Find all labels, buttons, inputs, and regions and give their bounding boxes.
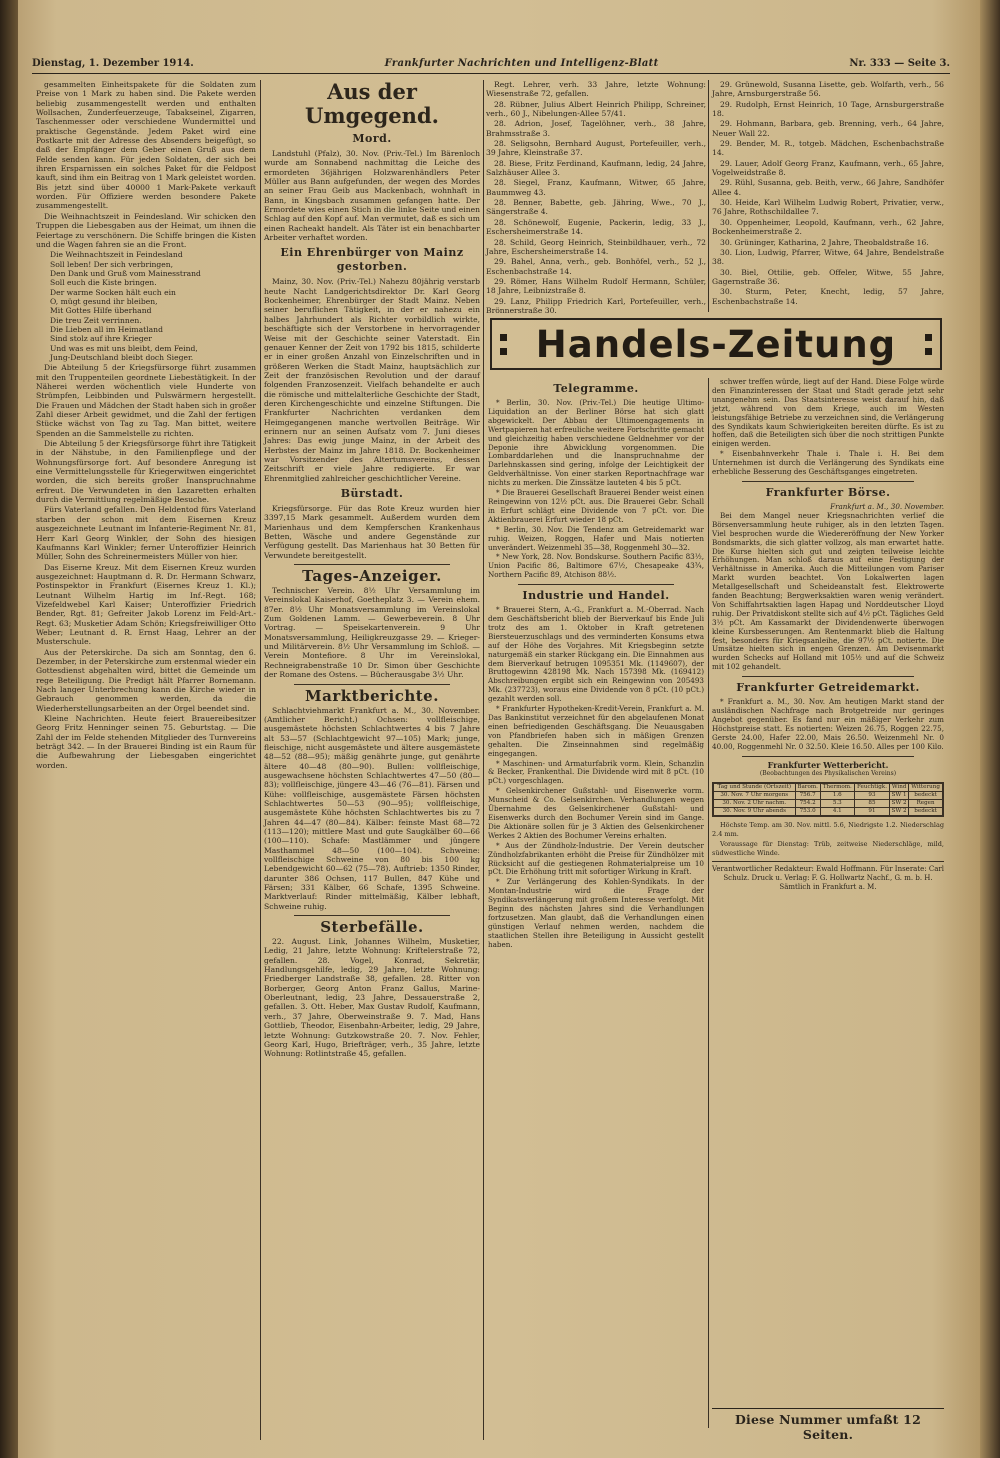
banner-ornament (925, 348, 932, 355)
section-title-umgegend: Aus der Umgegend. (305, 79, 439, 128)
weather-forecast: Voraussage für Dienstag: Trüb, zeitweise Niederschläge, mild, südwestliche Winde. (712, 840, 944, 858)
weather-cell: 30. Nov. 7 Uhr morgens (714, 792, 796, 800)
header-masthead: Frankfurter Nachrichten und Intelligenz-Blatt (384, 58, 659, 69)
death-notice: 29. Bahel, Anna, verh., geb. Bonhöfel, verh., 52 J., Eschenbachstraße 14. (486, 257, 706, 276)
article-paragraph: Die Weihnachtszeit in Feindesland. Wir schicken den Truppen die Liebesgaben aus der Heimat, um ihnen die Feiertage zu verschönern. Die Schiffe bringen die Kisten und die Wagen fahren sie an die Front. (36, 211, 256, 249)
column-rule (708, 80, 709, 312)
banner-title: Handels-Zeitung (535, 322, 897, 366)
weather-cell: 30. Nov. 2 Uhr nachm. (714, 800, 796, 808)
weather-cell: 754.2 (795, 800, 820, 808)
death-notice: 30. Sturm, Peter, Knecht, ledig, 57 Jahre, Eschenbachstraße 14. (712, 287, 944, 306)
banner-ornament (925, 334, 932, 341)
death-notice: 29. Hohmann, Barbara, geb. Brenning, verh., 64 Jahre, Neuer Wall 22. (712, 119, 944, 138)
weather-note: Höchste Temp. am 30. Nov. mittl. 5.6, Niedrigste 1.2. Niederschlag 2.4 mm. (712, 821, 944, 839)
page-header (32, 58, 950, 74)
weather-title: Frankfurter Wetterbericht. (767, 759, 889, 770)
column-rule (483, 80, 484, 1440)
weather-header-cell: Thermom. (820, 784, 854, 792)
weather-header-cell: Tag und Stunde (Ortszeit) (714, 784, 796, 792)
article-paragraph: Die Weihnachtszeit in Feindesland Soll leben! Der sich verbringen, Den Dank und Gruß vom Mainesstrand Soll euch die Kiste bringen. Der warme Socken hält euch ein O, mügt gesund ihr bleiben, Mit Gottes Hilfe überhand Die treu Zeit verrinnen. Die Lieben all im Heimatland Sind stolz auf ihre Krieger Und was es mit uns bleibt, dem Feind, Jung-Deutschland bleibt doch Sieger. (50, 250, 201, 362)
article-sterbefaelle: 22. August. Link, Johannes Wilhelm, Musketier, Ledig, 21 Jahre, letzte Wohnung: Kriftelerstraße 72, gefallen. 28. Vogel, Konrad, Sekretär, Handlungsgehilfe, ledig, 29 Jahre, letzte Wohnung: Friedberger Landstraße 38, gefallen. 28. Ritter von Borberger, Georg Anton Franz Gallus, Marine-Oberleutnant, ledig, 23 Jahre, Dessauerstraße 2, gefallen. 3. Ott. Heber, Max Gustav Rudolf, Kaufmann, verh., 37 Jahre, Oberweinstraße 9. 7. Mad, Hans Gottlieb, Theodor, Eisenbahn-Arbeiter, ledig, 29 Jahre, letzte Wohnung: Gutzkowstraße 20. 7. Nov. Fehler, Georg Karl, Hugo, Briefträger, verh., 35 Jahre, letzte Wohnung: Rotlintstraße 45, gefallen. (264, 937, 480, 1059)
article-title-ehrenbuerger: Ein Ehrenbürger von Mainz gestorben. (280, 246, 464, 274)
telegram-item: * Berlin, 30. Nov. Die Tendenz am Getreidemarkt war ruhig. Weizen, Roggen, Hafer und Mais notierten unverändert. Weizenmehl 35—38, Roggenmehl 30—32. (488, 524, 704, 552)
article-buerstadt: Kriegsfürsorge. Für das Rote Kreuz wurden hier 3397,15 Mark gesammelt. Außerdem wurden dem Marienhaus und dem Kempferschen Krankenhaus Betten, Wäsche und andere Gegenstände zur Verfügung gestellt. Das Marienhaus hat 30 Betten für Verwundete bereitgestellt. (264, 504, 480, 560)
weather-table (712, 782, 944, 817)
death-notice: 29. Grünewold, Susanna Lisette, geb. Wolfarth, verh., 56 Jahre, Arnsburgerstraße 56. (712, 80, 944, 99)
article-paragraph: Kleine Nachrichten. Heute feiert Brauereibesitzer Georg Fritz Henninger seinen 75. Geburtstag. — Die Zahl der im Felde stehenden Mitglieder des Turnvereins beträgt 342. — In der Brauerei Binding ist ein Raum für die Aufbewahrung der Liebesgaben eingerichtet worden. (36, 714, 256, 770)
article-paragraph: gesammelten Einheitspakete für die Soldaten zum Preise von 1 Mark zu haben sind. Die Pakete werden beliebig zusammengestellt werden und enthalten Wollsachen, Zunderfeuerzeuge, Tabakseinel, Zigarren, Taschenmesser oder verschiedene Wundermittel und praktische Gegenstände. Jedem Paket wird eine Postkarte mit der Adresse des Absenders beigefügt, so daß der Empfänger dem Geber einen Gruß aus dem Felde senden kann. Für jeden Soldaten, der sich bei ihren Ersparnissen ein solches Paket für die Feldpost kauft, sind ihm ein Beitrag von 1 Mark geleistet worden. Bis jetzt sind über 40000 1 Mark-Pakete verkauft worden. Für Offiziere werden besondere Pakete zusammengestellt. (36, 80, 256, 211)
death-notice: 28. Rübner, Julius Albert Heinrich Philipp, Schreiner, verh., 60 J., Nibelungen-Allee 57/41. (486, 99, 706, 119)
weather-cell: 1.6 (820, 792, 854, 800)
section-divider (294, 915, 450, 916)
column-umgegend (264, 80, 480, 1440)
boerse-dateline: Frankfurt a. M., 30. November. (830, 501, 944, 511)
section-divider (742, 756, 914, 757)
weather-cell: bedeckt (909, 808, 943, 816)
weather-row (714, 792, 943, 800)
article-paragraph: Die Abteilung 5 der Kriegsfürsorge führt zusammen mit den Truppenteilen geordnete Liebestätigkeit. In der Näherei werden wöchentlich viele Hunderte von Strümpfen, Leibbinden und Pulswärmern hergestellt. Die Frauen und Mädchen der Stadt haben sich in großer Zahl dieser Arbeit gewidmet, und die Zahl der fertigen Stücke wächst von Tag zu Tag. Man bittet, weitere Spenden an die Sammelstelle zu richten. (36, 363, 256, 438)
article-getreide: * Frankfurt a. M., 30. Nov. Am heutigen Markt stand der ausländischen Nachfrage nach Brotgetreide nur geringes Angebot gegenüber. Es fand nur ein mäßiger Verkehr zum Höchstpreise statt. Es notierten: Weizen 26.75, Roggen 22.75, Gerste 24.00, Hafer 22.00, Mais 26.50. Weizenmehl Nr. 0 40.00, Roggenmehl Nr. 0 32.50. Kleie 16.50. Alles per 100 Kilo. (712, 697, 944, 751)
death-notice: 29. Lauer, Adolf Georg Franz, Kaufmann, verh., 65 Jahre, Vogelweidstraße 8. (712, 158, 944, 178)
banner-ornament (500, 348, 507, 355)
weather-cell: 753.0 (795, 808, 820, 816)
section-title-industrie: Industrie und Handel. (522, 589, 670, 603)
death-notice: 29. Rudolph, Ernst Heinrich, 10 Tage, Arnsburgerstraße 18. (712, 99, 944, 119)
weather-cell: Regen (909, 800, 943, 808)
weather-header-cell: Wind (890, 784, 909, 792)
industry-item: * Zur Verlängerung des Kohlen-Syndikats. In der Montan-Industrie wird die Frage der Syndikatsverlängerung mit großem Interesse verfolgt. Mit Beginn des nächsten Jahres sind die Verhandlungen fortzusetzen. Man glaubt, daß die Verhandlungen einen günstigen Verlauf nehmen werden, nachdem die staatlichen Stellen ihre Beteiligung in Aussicht gestellt haben. (488, 877, 704, 949)
industry-item: * Brauerei Stern, A.-G., Frankfurt a. M.-Oberrad. Nach dem Geschäftsbericht blieb der Bierverkauf bis Ende Juli trotz des am 1. Oktober in Kraft getretenen Biersteuerzuschlags und des verminderten Konsums etwa auf der Höhe des Vorjahres. Mit Kriegsbeginn setzte naturgemäß ein starker Rückgang ein. Die Einnahmen aus dem Bierverkauf betrugen 1095351 Mk. (1149607), der Bruttogewinn 428198 Mk. Nach 157398 Mk. (169412) Abschreibungen ergibt sich ein Reingewinn von 205493 Mk. (237723), woraus eine Dividende von 8 pCt. (10 pCt.) gezahlt werden soll. (488, 605, 704, 704)
article-paragraph: Die Abteilung 5 der Kriegsfürsorge führt ihre Tätigkeit in der Nähstube, in den Familienpflege und der Wohnungsfürsorge fort. Auf besondere Anregung ist eine Vermittelungsstelle für Kriegerwitwen eingerichtet worden, die sich bereits großer Inanspruchnahme erfreut. Die Verwundeten in den Lazaretten erhalten durch die Vermittlung regelmäßige Besuche. (36, 439, 256, 505)
industry-item: * Gelsenkirchener Gußstahl- und Eisenwerke vorm. Munscheid & Co. Gelsenkirchen. Verhandlungen wegen Übernahme des Gelsenkirchener Gußstahl- und Eisenwerks durch den Bochumer Verein sind im Gange. Die Aktionäre sollen für je 3 Aktien des Gelsenkirchener Werkes 2 Aktien des Bochumer Vereins erhalten. (488, 786, 704, 840)
death-notice: 28. Adrion, Josef, Tagelöhner, verh., 38 Jahre, Brahmsstraße 3. (486, 119, 706, 138)
section-divider (294, 564, 450, 565)
book-binding (0, 0, 18, 1458)
industry-item: * Frankfurter Hypotheken-Kredit-Verein, Frankfurt a. M. Das Bankinstitut verzeichnet für den abgelaufenen Monat einen befriedigenden Geschäftsgang. Die Neuausgaben von Pfandbriefen haben sich in mäßigen Grenzen gehalten. Die Zinseinnahmen sind regelmäßig eingegangen. (488, 704, 704, 758)
death-notice: 28. Schönewolf, Eugenie, Packerin, ledig, 33 J., Eschersheimerstraße 14. (486, 217, 706, 237)
death-notice: 30. Biel, Ottilie, geb. Offeler, Witwe, 55 Jahre, Gagernstraße 36. (712, 267, 944, 286)
page-edge (980, 0, 1000, 1458)
weather-cell: 4.1 (820, 808, 854, 816)
section-divider (742, 676, 914, 677)
death-notice: 30. Heide, Karl Wilhelm Ludwig Robert, Privatier, verw., 76 Jahre, Rothschildallee 7. (712, 198, 944, 217)
banner-ornament (500, 334, 507, 341)
weather-header-cell: Feuchtigk. (854, 784, 889, 792)
death-notice: 29. Bender, M. R., totgeb. Mädchen, Eschenbachstraße 14. (712, 139, 944, 158)
article-tagesanzeiger: Technischer Verein. 8½ Uhr Versammlung im Vereinslokal Kaiserhof, Goetheplatz 3. — Verein ehem. 87er. 8½ Uhr Monatsversammlung im Vereinslokal Zum Goldenen Lamm. — Gewerbeverein. 8 Uhr Vortrag. — Speisekartenverein. 9 Uhr Monatsversammlung, Heiligkreuzgasse 29. — Krieger- und Militärverein. 8½ Uhr Versammlung im Schloß. — Verein Montefiore. 8 Uhr im Vereinslokal, Rechneigrabenstraße 10 Dr. Simon über Geschichte der Romane des Ostens. — Bücherausgabe 3½ Uhr. (264, 586, 480, 680)
death-notice: 30. Grüninger, Katharina, 2 Jahre, Theobaldstraße 16. (720, 237, 929, 247)
section-title-boerse: Frankfurter Börse. (765, 485, 891, 499)
section-divider (294, 684, 450, 685)
weather-cell: 93 (854, 792, 889, 800)
section-divider (518, 584, 674, 585)
column-deaths-continued (486, 80, 706, 315)
death-notice: 29. Lanz, Philipp Friedrich Karl, Portefeuiller, verh., Brönnerstraße 30. (486, 296, 706, 315)
death-notice: 30. Oppenheimer, Leopold, Kaufmann, verh., 62 Jahre, Bockenheimerstraße 2. (712, 217, 944, 237)
section-title-sterbefaelle: Sterbefälle. (320, 918, 424, 937)
article-paragraph: schwer treffen würde, liegt auf der Hand. Diese Folge würde den Finanzinteressen der Staat und Stadt gerade jetzt sehr unangenehm sein. Das Staatsinteresse weist darauf hin, daß jetzt, während von dem Kriege, auch im Westen leistungsfähige Betriebe zu verzeichnen sind, die Verlängerung des Syndikats kaum Schwierigkeiten bereiten dürfte. Es ist zu hoffen, daß die Beteiligten sich über die noch strittigen Punkte einigen werden. (712, 377, 944, 449)
column-boerse (712, 378, 944, 1388)
article-paragraph: * Eisenbahnverkehr Thale i. Thale i. H. Bei dem Unternehmen ist durch die Verlängerung des Syndikats eine erhebliche Besserung des Geschäftsganges eingetreten. (712, 449, 944, 477)
section-divider (742, 481, 914, 482)
weather-cell: 85 (854, 800, 889, 808)
weather-header-cell: Witterung (909, 784, 943, 792)
column-rule (708, 378, 709, 1428)
column-telegramme-industrie (488, 378, 704, 1448)
telegram-item: * Berlin, 30. Nov. (Priv.-Tel.) Die heutige Ultimo-Liquidation an der Berliner Börse hat sich glatt abgewickelt. Der Abbau der Ultimoengagements in Wertpapieren hat erfreuliche weitere Fortschritte gemacht und gleichzeitig haben verschiedene Geldnehmer vor der Deponie ihre Abwicklung vorgenommen. Die Lombarddarlehen und die Inanspruchnahme der Darlehnskassen sind gering, infolge der Leichtigkeit der Geldverhältnisse. Von einer starken Reportnachfrage war nichts zu merken. Die Zinssätze lauteten 4 bis 5 pCt. (488, 398, 704, 488)
section-divider (712, 861, 944, 862)
article-paragraph: Fürs Vaterland gefallen. Den Heldentod fürs Vaterland starben der schon mit dem Eisernen Kreuz ausgezeichnete Leutnant im Infanterie-Regiment Nr. 81, Herr Karl Georg Winkler, der Sohn des hiesigen Kaufmanns Karl Winkler; ferner Unteroffizier Heinrich Müller, Sohn des Schreinermeisters Müller von hier. (36, 505, 256, 562)
article-paragraph: Das Eiserne Kreuz. Mit dem Eisernen Kreuz wurden ausgezeichnet: Hauptmann d. R. Dr. Hermann Schwarz, Postinspektor in Frankfurt (Eisernes Kreuz 1. Kl.); Leutnant Wilhelm Hartig im Inf.-Regt. 168; Vizefeldwebel Karl Kaiser; Unteroffizier Friedrich Bender, Rgt. 81; Gefreiter Jakob Lorenz im Feld-Art.-Regt. 63; Musketier Adam Schön; Kriegsfreiwilliger Otto Weber; Leutnant d. R. Ernst Haag, Lehrer an der Musterschule. (36, 562, 256, 647)
imprint: Verantwortlicher Redakteur: Ewald Hoffmann. Für Inserate: Carl Schulz. Druck u. Verlag: F. G. Hollwartz Nachf., G. m. b. H. Sämtlich in Frankfurt a. M. (712, 865, 944, 892)
death-notice: 28. Benner, Babette, geb. Jähring, Wwe., 70 J., Sängerstraße 4. (486, 198, 706, 217)
column-deaths-list (712, 80, 944, 310)
death-notice: 28. Siegel, Franz, Kaufmann, Witwer, 65 Jahre, Baummweg 43. (486, 178, 706, 197)
column-local-news (36, 80, 256, 1440)
article-title-mord: Mord. (352, 132, 392, 145)
weather-row (714, 800, 943, 808)
weather-cell: 91 (854, 808, 889, 816)
weather-cell: 30. Nov. 9 Uhr abends (714, 808, 796, 816)
death-notice: 29. Römer, Hans Wilhelm Rudolf Hermann, Schüler, 18 Jahre, Leibnizstraße 8. (486, 276, 706, 296)
footer-page-count: Diese Nummer umfaßt 12 Seiten. (712, 1408, 944, 1428)
section-title-telegramme: Telegramme. (553, 382, 639, 395)
weather-cell: SW 2 (890, 800, 909, 808)
weather-subtitle: (Beobachtungen des Physikalischen Vereins) (759, 769, 897, 777)
death-notice: 30. Lion, Ludwig, Pfarrer, Witwe, 64 Jahre, Bendelstraße 38. (712, 247, 944, 267)
section-title-tagesanzeiger: Tages-Anzeiger. (302, 567, 442, 586)
industry-item: * Aus der Zündholz-Industrie. Der Verein deutscher Zündholzfabrikanten erhöht die Preise für Zündhölzer mit Rücksicht auf die gestiegenen Rohmaterialpreise um 10 pCt. Die Erhöhung tritt mit sofortiger Wirkung in Kraft. (488, 840, 704, 877)
article-title-buerstadt: Bürstadt. (340, 487, 404, 500)
weather-row (714, 808, 943, 816)
article-paragraph: Aus der Peterskirche. Da sich am Sonntag, den 6. Dezember, in der Peterskirche zum erstenmal wieder ein Gottesdienst abgehalten wird, bittet die Gemeinde um rege Beteiligung. Die Predigt hält Pfarrer Bornemann. Nach langer Unterbrechung kann die Kirche wieder in Gebrauch genommen werden, da die Wiederherstellungsarbeiten an der Orgel beendet sind. (36, 647, 256, 713)
death-notice: 28. Seligsohn, Bernhard August, Portefeuiller, verh., 39 Jahre, Kleinstraße 37. (486, 139, 706, 158)
section-title-markt: Marktberichte. (305, 686, 439, 705)
death-notice: 29. Rühl, Susanna, geb. Beith, verw., 66 Jahre, Sandhöfer Allee 4. (712, 178, 944, 197)
article-boerse: Bei dem Mangel neuer Kriegsnachrichten verlief die Börsenversammlung heute ruhiger, als in den letzten Tagen. Viel besprochen wurde die Wiedereröffnung der New Yorker Bondsmarkts, die sich glatter vollzog, als man erwartet hatte. Die Kurse hielten sich gut und zeigten teilweise leichte Erhöhungen. Man schloß daraus auf eine Festigung der Verhältnisse in Amerika. Auch die Mitteilungen vom Pariser Markt wurden beachtet. Von Lokalwerten lagen Metallgesellschaft und Scheideanstalt fest. Elektrowerte fanden Beachtung; Bergwerksaktien waren wenig verändert. Von Schiffahrtsaktien lagen Hapag und Norddeutscher Lloyd ruhig. Der Privatdiskont stellte sich auf 4½ pCt. Tägliches Geld 3½ pCt. Am Kassamarkt der Dividendenwerte überwogen kleine Kursbesserungen. Am Rentenmarkt blieb die Haltung fest, besonders für Kriegsanleihe, die 97½ pCt. notierte. Die Umsätze hielten sich in engen Grenzen. Am Devisenmarkt wurden Schecks auf Holland mit 105½ und auf die Schweiz mit 102 gehandelt. (712, 510, 944, 672)
header-date: Dienstag, 1. Dezember 1914. (32, 58, 194, 69)
weather-cell: bedeckt (909, 792, 943, 800)
death-notice: 28. Schild, Georg Heinrich, Steinbildhauer, verh., 72 Jahre, Eschersheimerstraße 14. (486, 237, 706, 256)
header-page-number: Nr. 333 — Seite 3. (849, 58, 950, 69)
telegram-item: * Die Brauerei Gesellschaft Brauerei Bender weist einen Reingewinn von 12½ pCt. aus. Die Brauerei Gebr. Schall in Erfurt schlägt eine Dividende von 7 pCt. vor. Die Aktienbrauerei Erfurt wieder 18 pCt. (488, 488, 704, 524)
death-notice: Regt. Lehrer, verh. 33 Jahre, letzte Wohnung: Wiesenstraße 72, gefallen. (486, 80, 706, 99)
section-title-getreide: Frankfurter Getreidemarkt. (736, 681, 920, 695)
column-rule (260, 80, 261, 1440)
handels-zeitung-banner (490, 318, 942, 370)
death-notice: 28. Biese, Fritz Ferdinand, Kaufmann, ledig, 24 Jahre, Salzhäuser Allee 3. (486, 158, 706, 178)
weather-cell: 756.7 (795, 792, 820, 800)
article-mord: Landstuhl (Pfalz), 30. Nov. (Priv.-Tel.) Im Bärenloch wurde am Sonnabend nachmittag die Leiche des ermordeten 36jährigen Holzwarenhändlers Peter Müller aus Bann aufgefunden, der wegen des Mordes an seiner Frau Geib aus Mackenbach, wohnhaft in Bann, in Kingsbach zusammen gefangen hatte. Der Ermordete wies einen Stich in die linke Seite und einen Schlag auf den Kopf auf. Man vermutet, daß es sich um einen Racheakt handelt. Als Täter ist ein benachbarter Arbeiter verhaftet worden. (264, 149, 480, 243)
weather-cell: SW 2 (890, 808, 909, 816)
industry-item: * Maschinen- und Armaturfabrik vorm. Klein, Schanzlin & Becker, Frankenthal. Die Dividende wird mit 8 pCt. (10 pCt.) vorgeschlagen. (488, 758, 704, 786)
telegram-item: * New York, 28. Nov. Bondskurse. Southern Pacific 83½, Union Pacific 86, Baltimore 67½, Chesapeake 43¾, Northern Pacific 89, Atchison 88½. (488, 552, 704, 580)
article-ehrenbuerger: Mainz, 30. Nov. (Priv.-Tel.) Nahezu 80jährig verstarb heute Nacht Landgerichtsdirektor Dr. Karl Georg Bockenheimer, Ehrenbürger der Stadt Mainz. Neben seiner beruflichen Tätigkeit, in der er nahezu ein halbes Jahrhundert als Richter vorbildlich wirkte, beschäftigte sich der Verstorbene in hervorragender Weise mit der Geschichte seiner Vaterstadt. Ein genauer Kenner der Zeit von 1792 bis 1815, schilderte er in einer großen Anzahl von Einzelschriften und in größeren Werken die Stadt Mainz, hauptsächlich zur Zeit der französischen Revolution und der darauf folgenden Franzosenzeit. Vielfach behandelte er auch die römische und mittelalterliche Geschichte der Stadt, deren Kirchengeschichte und einzelne Stiftungen. Die Frankfurter Nachrichten verdanken dem Heimgegangenen manche wertvollen Beiträge. Wir erinnern nur an seinen Aufsatz vom 7. Juni dieses Jahres: Das ewig junge Mainz, in der Arbeit des Herbstes der Mainz im Jahre 1818. Dr. Bockenheimer war Vorsitzender des Altertumsvereins, dessen Zeitschrift er viele Jahre redigierte. Er war Ehrenmitglied zahlreicher geschichtlicher Vereine. (264, 277, 480, 483)
article-markt: Schlachtviehmarkt Frankfurt a. M., 30. November. (Amtlicher Bericht.) Ochsen: vollfleischige, ausgemästete höchsten Schlachtwertes 4 bis 7 Jahre alt 53—57 (Schlachtgewicht 97—105) Mark; junge, fleischige, nicht ausgemästete und ältere ausgemästete 48—52 (88—95); mäßig genährte junge, gut genährte ältere 40—48 (80—90). Bullen: vollfleischige, ausgewachsene höchsten Schlachtwertes 47—50 (80—83); vollfleischige, jüngere 43—46 (76—81). Färsen und Kühe: vollfleischige, ausgemästete Färsen höchsten Schlachtwertes 50—53 (90—95); vollfleischige, ausgemästete Kühe höchsten Schlachtwertes bis zu 7 Jahren 44—47 (80—84). Kälber: feinste Mast 68—72 (113—120); mittlere Mast und gute Saugkälber 60—66 (100—110). Schafe: Mastlämmer und jüngere Masthammel 48—50 (100—104). Schweine: vollfleischige Schweine von 80 bis 100 kg Lebendgewicht 60—62 (75—78). Auftrieb: 1350 Rinder, darunter 386 Ochsen, 117 Bullen, 847 Kühe und Färsen; 331 Kälber, 66 Schafe, 1395 Schweine. Marktverlauf: Rinder mittelmäßig, Kälber lebhaft, Schweine ruhig. (264, 705, 480, 911)
weather-cell: 5.3 (820, 800, 854, 808)
weather-header-cell: Barom. (795, 784, 820, 792)
weather-cell: SW 1 (890, 792, 909, 800)
